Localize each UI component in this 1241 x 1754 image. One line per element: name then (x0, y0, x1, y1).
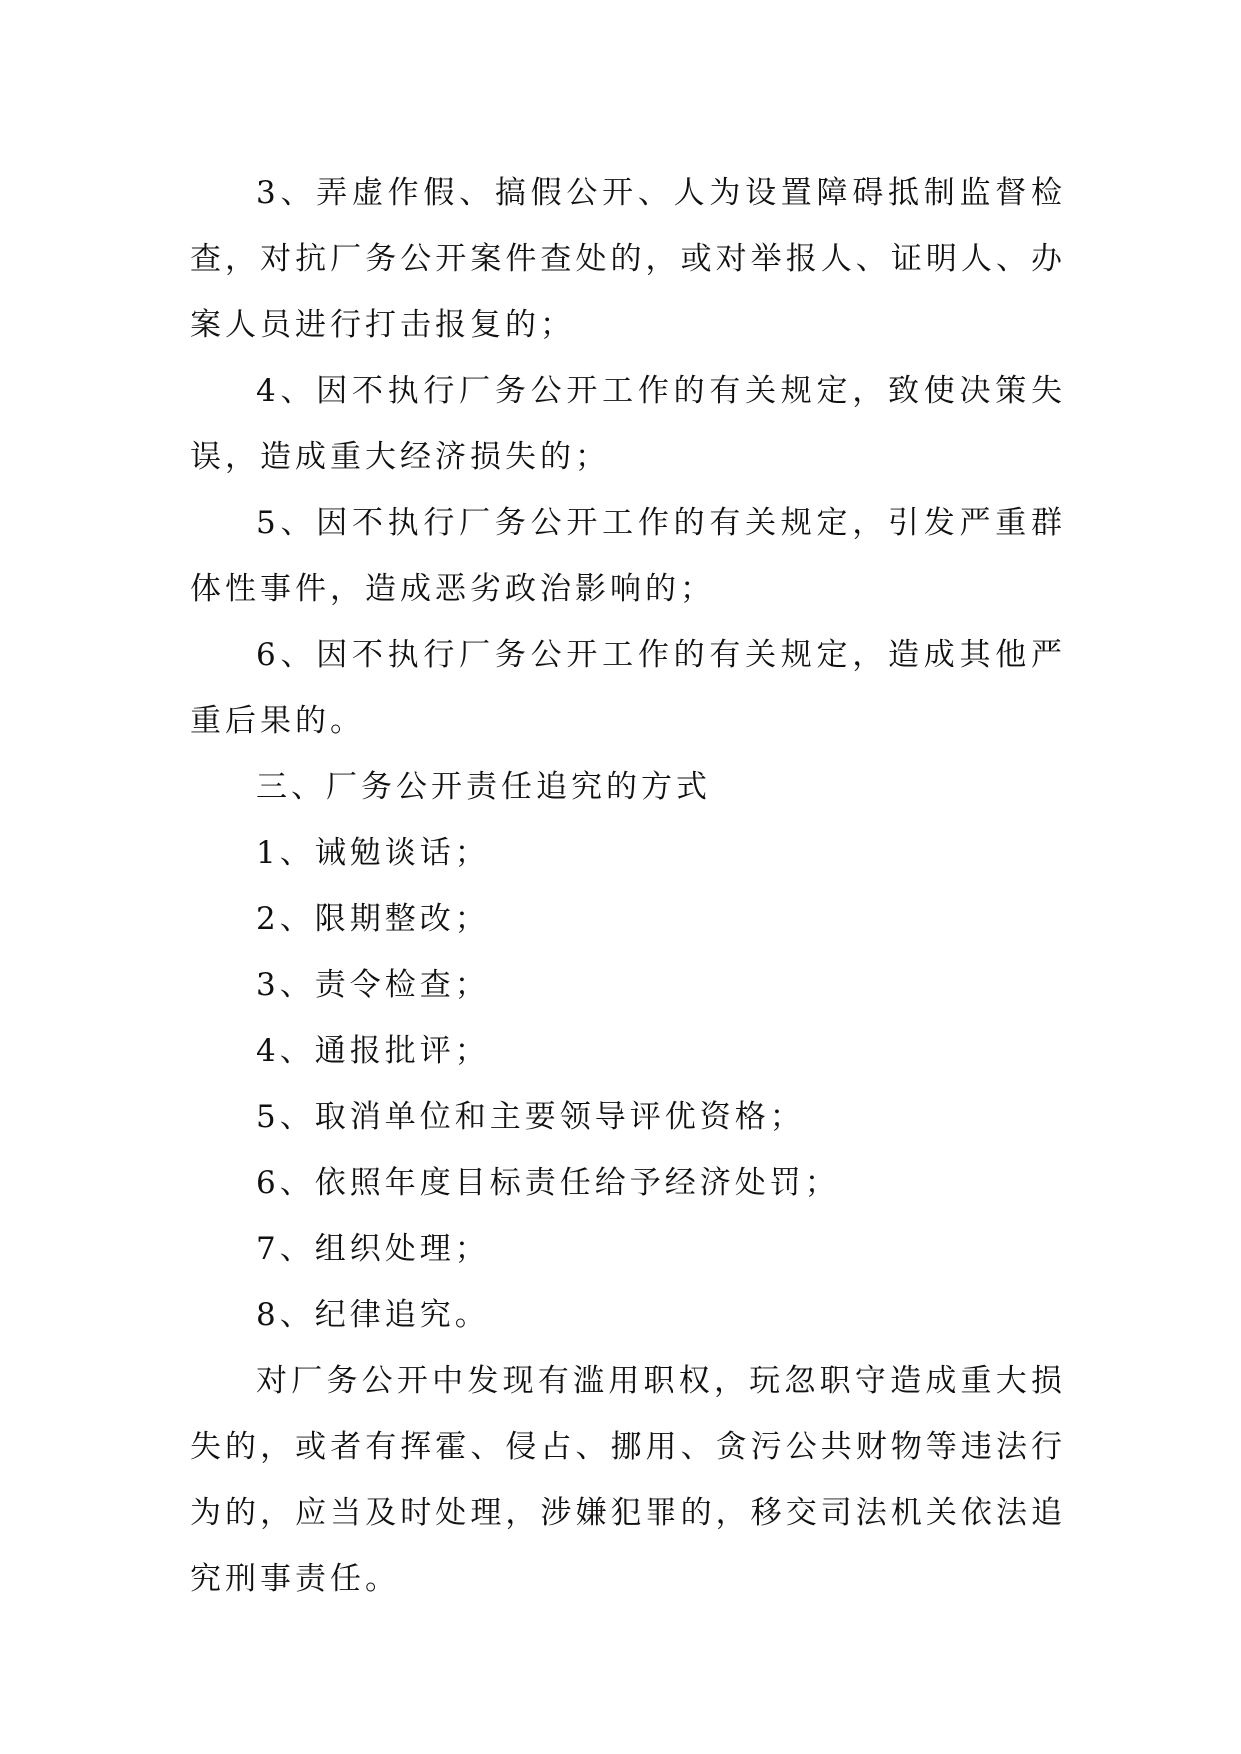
paragraph-item-5: 5、因不执行厂务公开工作的有关规定，引发严重群体性事件，造成恶劣政治影响的； (190, 505, 1066, 607)
measure-item-8: 8、纪律追究。 (256, 1297, 490, 1333)
measure-item-1: 1、诫勉谈话； (256, 835, 490, 871)
measure-item-7: 7、组织处理； (256, 1231, 490, 1267)
paragraph-item-3: 3、弄虚作假、搞假公开、人为设置障碍抵制监督检查，对抗厂务公开案件查处的，或对举报人、证明人、办案人员进行打击报复的； (190, 175, 1066, 343)
section-heading-3: 三、厂务公开责任追究的方式 (256, 769, 711, 805)
measure-item-2: 2、限期整改； (256, 901, 490, 937)
document-body (190, 160, 1066, 1612)
paragraph-item-4: 4、因不执行厂务公开工作的有关规定，致使决策失误，造成重大经济损失的； (190, 373, 1066, 475)
measure-item-3: 3、责令检查； (256, 967, 490, 1003)
measure-item-6: 6、依照年度目标责任给予经济处罚； (256, 1165, 840, 1201)
measure-item-5: 5、取消单位和主要领导评优资格； (256, 1099, 805, 1135)
measure-item-4: 4、通报批评； (256, 1033, 490, 1069)
closing-paragraph: 对厂务公开中发现有滥用职权，玩忽职守造成重大损失的，或者有挥霍、侵占、挪用、贪污公共财物等违法行为的，应当及时处理，涉嫌犯罪的，移交司法机关依法追究刑事责任。 (190, 1363, 1066, 1597)
paragraph-item-6: 6、因不执行厂务公开工作的有关规定，造成其他严重后果的。 (190, 637, 1066, 739)
